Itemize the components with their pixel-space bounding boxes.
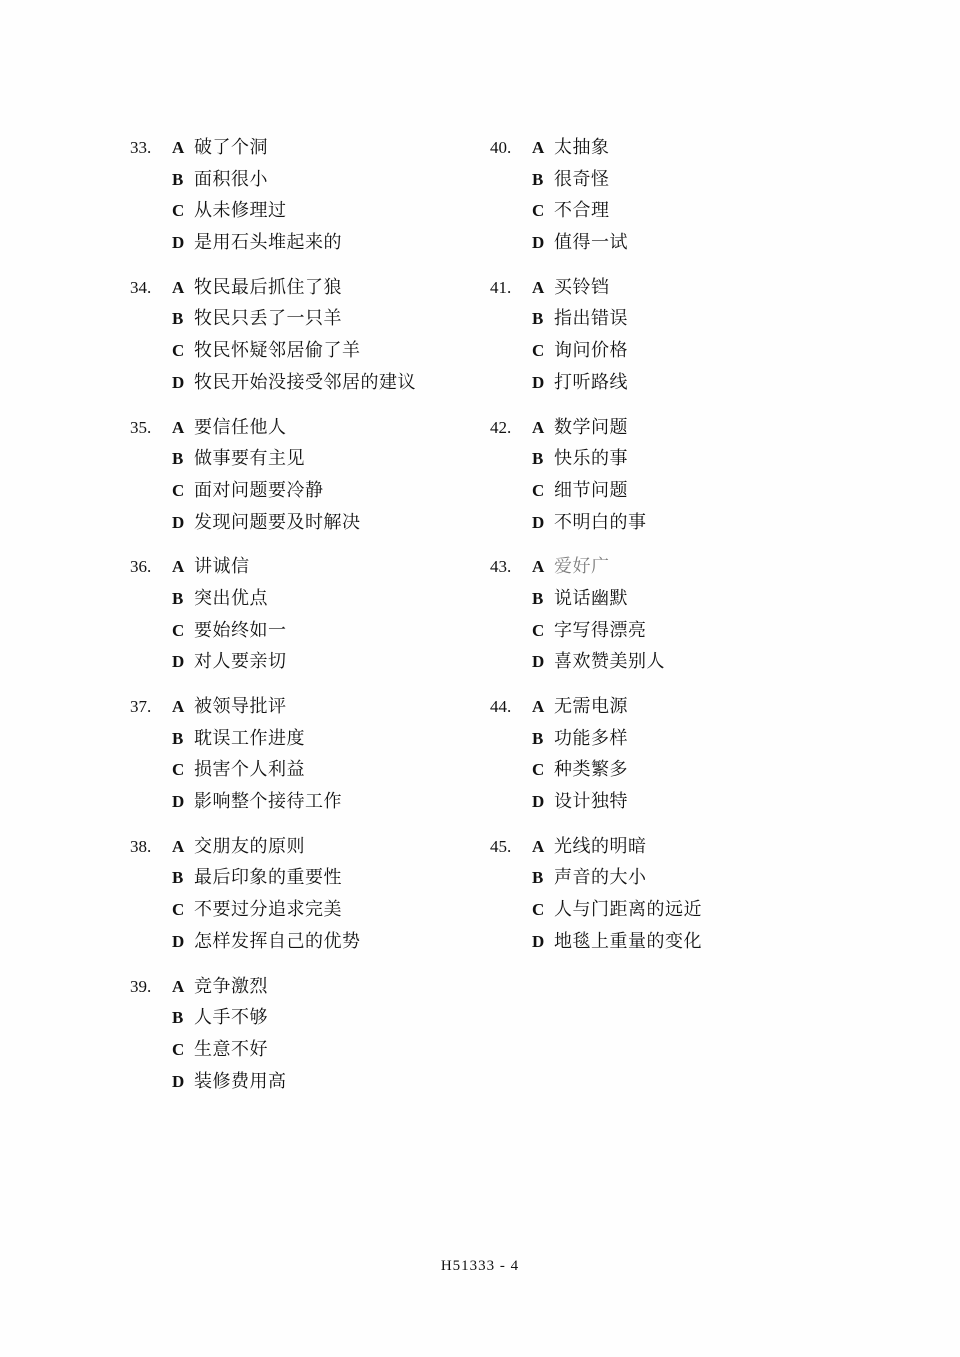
- option-text: 设计独特: [554, 791, 628, 813]
- option-letter: D: [532, 652, 545, 672]
- option-text: 装修费用高: [194, 1070, 287, 1092]
- option-row: [490, 932, 830, 953]
- option-letter: D: [172, 1071, 185, 1091]
- option-row: [130, 557, 480, 578]
- option-row: [130, 1040, 480, 1061]
- option-row: [130, 837, 480, 858]
- option-row: [490, 449, 830, 470]
- option-letter: A: [532, 417, 545, 437]
- option-letter: D: [172, 792, 185, 812]
- option-row: [130, 449, 480, 470]
- option-text: 破了个洞: [194, 137, 268, 158]
- right-column: [480, 138, 830, 977]
- option-row: [490, 138, 830, 159]
- option-letter: D: [172, 233, 185, 253]
- option-text: 从未修理过: [194, 200, 287, 222]
- option-letter: A: [172, 697, 185, 716]
- question-38: [130, 837, 480, 953]
- option-row: [130, 201, 480, 222]
- option-row: [130, 697, 480, 718]
- option-letter: C: [172, 341, 185, 361]
- option-letter: B: [172, 169, 184, 189]
- option-text: 面对问题要冷静: [194, 479, 324, 501]
- option-row: [130, 513, 480, 534]
- option-letter: D: [532, 792, 545, 812]
- option-text: 指出错误: [554, 308, 628, 330]
- option-letter: B: [172, 588, 184, 608]
- option-text: 询问价格: [554, 340, 628, 362]
- option-row: [130, 373, 480, 394]
- option-text: 发现问题要及时解决: [194, 511, 361, 533]
- option-letter: A: [532, 697, 545, 716]
- option-text: 讲诚信: [194, 556, 250, 578]
- option-text: 是用石头堆起来的: [194, 232, 342, 254]
- option-letter: C: [172, 760, 185, 780]
- option-letter: B: [532, 728, 544, 748]
- option-row: [490, 589, 830, 610]
- option-letter: B: [172, 1008, 184, 1028]
- option-text: 字写得漂亮: [554, 619, 647, 641]
- option-letter: A: [532, 836, 545, 856]
- option-letter: A: [532, 277, 545, 297]
- left-column: [130, 138, 480, 1116]
- option-letter: A: [172, 836, 185, 856]
- option-text: 最后印象的重要性: [194, 867, 342, 889]
- option-row: [130, 481, 480, 502]
- option-text: 功能多样: [554, 727, 628, 749]
- option-row: [490, 697, 830, 718]
- option-row: [490, 170, 830, 191]
- option-row: [490, 837, 830, 858]
- option-row: [130, 278, 480, 299]
- option-letter: B: [532, 588, 544, 608]
- question-41: [490, 278, 830, 394]
- question-39: [130, 977, 480, 1093]
- option-text: 细节问题: [554, 479, 628, 501]
- question-number: 35.: [130, 417, 152, 437]
- option-letter: B: [532, 868, 544, 888]
- option-letter: A: [172, 138, 185, 157]
- option-letter: C: [532, 480, 545, 500]
- option-row: [130, 1072, 480, 1093]
- option-row: [130, 309, 480, 330]
- option-row: [490, 309, 830, 330]
- option-text: 牧民开始没接受邻居的建议: [194, 371, 416, 393]
- option-letter: C: [172, 201, 185, 221]
- question-number: 39.: [130, 976, 152, 996]
- option-letter: D: [532, 233, 545, 253]
- option-text: 无需电源: [554, 696, 628, 717]
- option-row: [130, 341, 480, 362]
- option-row: [130, 652, 480, 673]
- option-letter: A: [172, 557, 185, 577]
- option-row: [130, 621, 480, 642]
- option-row: [130, 900, 480, 921]
- option-row: [490, 760, 830, 781]
- question-44: [490, 697, 830, 813]
- question-35: [130, 418, 480, 534]
- option-text: 交朋友的原则: [194, 835, 305, 857]
- option-letter: B: [172, 309, 184, 329]
- option-letter: C: [532, 620, 545, 640]
- option-letter: D: [532, 512, 545, 532]
- question-number: 33.: [130, 138, 152, 157]
- option-text: 牧民怀疑邻居偷了羊: [194, 340, 361, 362]
- option-text: 突出优点: [194, 587, 268, 609]
- question-number: 41.: [490, 277, 512, 297]
- option-text: 牧民最后抓住了狼: [194, 276, 342, 298]
- option-letter: A: [172, 417, 185, 437]
- option-text: 牧民只丢了一只羊: [194, 308, 342, 330]
- option-row: [490, 481, 830, 502]
- option-letter: C: [532, 760, 545, 780]
- option-row: [490, 557, 830, 578]
- option-text: 被领导批评: [194, 696, 287, 717]
- option-letter: D: [172, 931, 185, 951]
- question-number: 38.: [130, 836, 152, 856]
- option-row: [490, 233, 830, 254]
- option-text: 要始终如一: [194, 619, 287, 641]
- option-letter: D: [172, 652, 185, 672]
- question-40: [490, 138, 830, 254]
- option-text: 很奇怪: [554, 168, 610, 190]
- option-text: 说话幽默: [554, 587, 628, 609]
- option-row: [490, 868, 830, 889]
- option-text: 爱好广: [554, 556, 610, 578]
- option-letter: C: [172, 620, 185, 640]
- option-text: 不合理: [554, 200, 610, 222]
- option-text: 对人要亲切: [194, 651, 287, 673]
- question-42: [490, 418, 830, 534]
- option-text: 要信任他人: [194, 416, 287, 438]
- option-row: [490, 792, 830, 813]
- question-45: [490, 837, 830, 953]
- option-text: 地毯上重量的变化: [554, 930, 702, 952]
- option-text: 喜欢赞美别人: [554, 651, 665, 673]
- option-row: [490, 513, 830, 534]
- option-letter: B: [532, 169, 544, 189]
- option-text: 影响整个接待工作: [194, 791, 342, 813]
- option-text: 面积很小: [194, 168, 268, 190]
- option-letter: B: [532, 449, 544, 469]
- option-text: 打听路线: [554, 371, 628, 393]
- option-letter: D: [172, 372, 185, 392]
- option-letter: C: [532, 900, 545, 920]
- option-text: 竞争激烈: [194, 975, 268, 997]
- option-text: 不明白的事: [554, 511, 647, 533]
- option-letter: B: [172, 728, 184, 748]
- question-number: 36.: [130, 557, 152, 577]
- option-row: [130, 233, 480, 254]
- option-text: 人手不够: [194, 1007, 268, 1029]
- question-34: [130, 278, 480, 394]
- option-row: [130, 418, 480, 439]
- option-letter: B: [172, 449, 184, 469]
- option-row: [490, 373, 830, 394]
- option-row: [130, 729, 480, 750]
- option-row: [490, 729, 830, 750]
- option-row: [490, 418, 830, 439]
- option-letter: A: [172, 277, 185, 297]
- option-row: [490, 278, 830, 299]
- option-letter: D: [532, 931, 545, 951]
- question-columns: [130, 138, 830, 1116]
- option-text: 数学问题: [554, 416, 628, 438]
- option-letter: C: [532, 201, 545, 221]
- question-number: 43.: [490, 557, 512, 577]
- question-37: [130, 697, 480, 813]
- question-number: 45.: [490, 836, 512, 856]
- option-letter: B: [172, 868, 184, 888]
- option-row: [130, 138, 480, 159]
- option-letter: D: [532, 372, 545, 392]
- question-number: 34.: [130, 277, 152, 297]
- option-row: [130, 868, 480, 889]
- question-43: [490, 557, 830, 673]
- option-row: [130, 792, 480, 813]
- option-text: 做事要有主见: [194, 448, 305, 470]
- option-text: 耽误工作进度: [194, 727, 305, 749]
- option-letter: C: [172, 1039, 185, 1059]
- option-text: 种类繁多: [554, 759, 628, 781]
- option-row: [490, 201, 830, 222]
- option-row: [130, 932, 480, 953]
- question-number: 37.: [130, 697, 152, 716]
- option-text: 买铃铛: [554, 276, 610, 298]
- option-text: 快乐的事: [554, 448, 628, 470]
- option-row: [490, 652, 830, 673]
- option-row: [130, 977, 480, 998]
- option-text: 值得一试: [554, 232, 628, 254]
- option-letter: C: [172, 900, 185, 920]
- option-letter: B: [532, 309, 544, 329]
- option-letter: C: [172, 480, 185, 500]
- option-letter: A: [532, 138, 545, 157]
- option-row: [130, 1008, 480, 1029]
- option-letter: A: [172, 976, 185, 996]
- option-letter: D: [172, 512, 185, 532]
- option-letter: A: [532, 557, 545, 577]
- option-text: 太抽象: [554, 137, 610, 158]
- option-row: [130, 589, 480, 610]
- option-text: 光线的明暗: [554, 835, 647, 857]
- option-row: [130, 170, 480, 191]
- question-number: 42.: [490, 417, 512, 437]
- page-footer: H51333 - 4: [440, 1258, 520, 1274]
- option-row: [490, 900, 830, 921]
- option-text: 生意不好: [194, 1038, 268, 1060]
- option-text: 怎样发挥自己的优势: [194, 930, 361, 952]
- question-33: [130, 138, 480, 254]
- question-number: 44.: [490, 697, 512, 716]
- option-text: 损害个人利益: [194, 759, 305, 781]
- option-row: [490, 621, 830, 642]
- option-row: [130, 760, 480, 781]
- option-text: 声音的大小: [554, 867, 647, 889]
- option-letter: C: [532, 341, 545, 361]
- option-text: 人与门距离的远近: [554, 899, 702, 921]
- option-row: [490, 341, 830, 362]
- question-36: [130, 557, 480, 673]
- question-number: 40.: [490, 138, 512, 157]
- option-text: 不要过分追求完美: [194, 899, 342, 921]
